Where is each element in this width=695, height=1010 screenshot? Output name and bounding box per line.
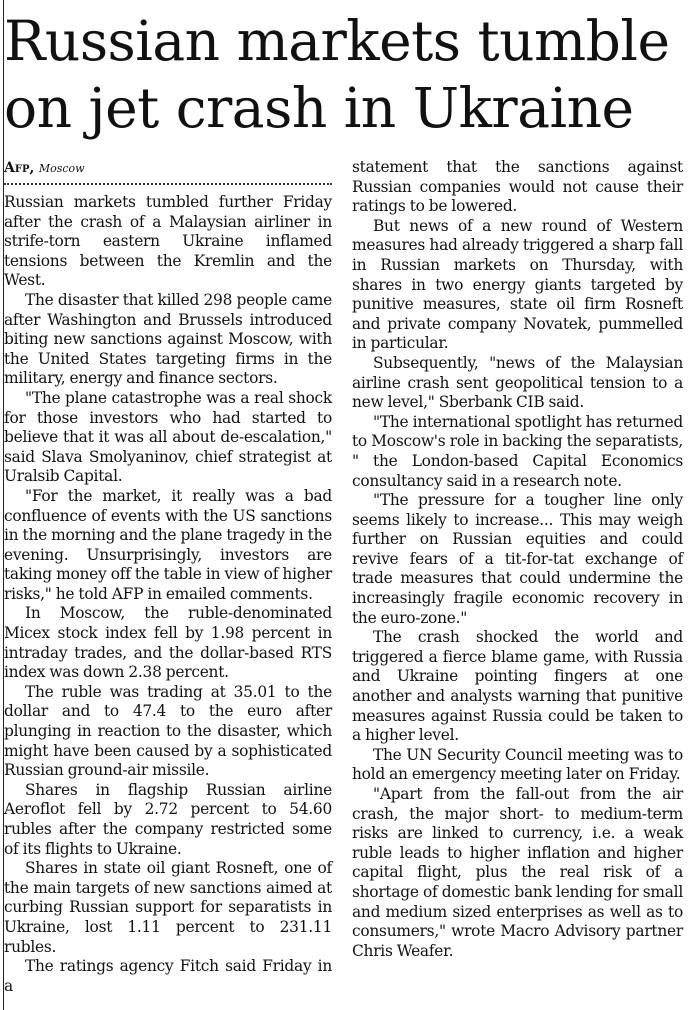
paragraph: "The plane catastrophe was a real shock for those investors who had started to believe that it was all about de-escalation," said Slava Smolyaninov, chief strategist at Uralsib Capital.	[4, 388, 332, 486]
paragraph: Shares in state oil giant Rosneft, one of the main targets of new sanctions aimed at curbing Russian support for separatists in Ukraine, lost 1.11 percent to 231.11 rubles.	[4, 859, 332, 956]
paragraph: The crash shocked the world and triggered a fierce blame game, with Russia and Ukraine pointing fingers at one another and analysts warning that punitive measures against Russia could be taken to a higher level.	[352, 628, 683, 745]
paragraph: Shares in flagship Russian airline Aeroflot fell by 2.72 percent to 54.60 rubles after the company restricted some of its flights to Ukraine.	[4, 780, 332, 858]
paragraph: "For the market, it really was a bad confluence of events with the US sanctions in the morning and the plane tragedy in the evening. Unsurprisingly, investors are taking money off the table in view of higher risks," he told AFP in emailed comments.	[4, 486, 332, 603]
paragraph: In Moscow, the ruble-denominated Micex stock index fell by 1.98 percent in intraday trades, and the dollar-based RTS index was down 2.38 percent.	[4, 604, 332, 682]
paragraph: The UN Security Council meeting was to hold an emergency meeting later on Friday.	[352, 745, 683, 784]
paragraph: The ratings agency Fitch said Friday in a	[4, 957, 332, 995]
byline	[4, 158, 332, 179]
paragraph: "The pressure for a tougher line only seems likely to increase... This may weigh further on Russian equities and could revive fears of a tit-for-tat exchange of trade measures that could undermine the increasingly fragile economic recovery in the euro-zone."	[352, 491, 683, 627]
paragraph: But news of a new round of Western measures had already triggered a sharp fall in Russian markets on Thursday, with shares in two energy giants targeted by punitive measures, state oil firm Rosneft and private company Novatek, pummelled in particular.	[352, 216, 683, 353]
byline-agency: Afp,	[4, 160, 35, 176]
left-column	[4, 158, 332, 996]
byline-divider	[4, 183, 332, 185]
right-column	[352, 158, 683, 961]
paragraph: Subsequently, "news of the Malaysian airline crash sent geopolitical tension to a new level," Sberbank CIB said.	[352, 353, 683, 412]
byline-city: Moscow	[38, 162, 85, 175]
paragraph: Russian markets tumbled further Friday after the crash of a Malaysian airliner in strife-torn eastern Ukraine inflamed tensions between the Kremlin and the West.	[4, 193, 332, 290]
paragraph: "Apart from the fall-out from the air crash, the major short- to medium-term risks are linked to currency, i.e. a weak ruble leads to higher inflation and higher capital flight, plus the real risk of a shortage of domestic bank lending for small and medium sized enterprises as well as to consumers," wrote Macro Advisory partner Chris Weafer.	[352, 785, 683, 960]
paragraph: "The international spotlight has returned to Moscow's role in backing the separatists, " the London-based Capital Economics consultancy said in a research note.	[352, 412, 683, 490]
paragraph: The disaster that killed 298 people came after Washington and Brussels introduced biting new sanctions against Moscow, with the United States targeting firms in the military, energy and finance sectors.	[4, 290, 332, 388]
headline: Russian markets tumble on jet crash in Ukraine	[4, 9, 670, 140]
paragraph: statement that the sanctions against Russian companies would not cause their ratings to be lowered.	[352, 158, 683, 216]
paragraph: The ruble was trading at 35.01 to the dollar and to 47.4 to the euro after plunging in reaction to the disaster, which might have been caused by a sophisticated Russian ground-air missile.	[4, 682, 332, 780]
